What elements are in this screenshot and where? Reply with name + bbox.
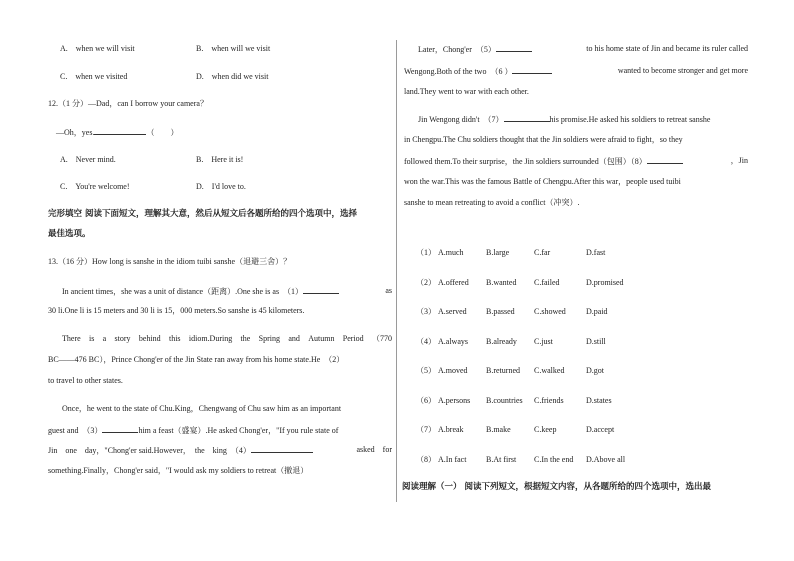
- p2-line1: There is a story behind this idiom.During the Spring and Autumn Period （770: [62, 334, 392, 343]
- p3-line2: guest and （3） him a feast（盛宴）.He asked Chong'er，"If you rule state of: [48, 426, 339, 435]
- choice-row-6: （6） A.persons B.countries C.friends D.states: [416, 396, 612, 405]
- p2-line3: to travel to other states.: [48, 376, 123, 385]
- choice-row-2: （2） A.offered B.wanted C.failed D.promised: [416, 278, 624, 287]
- p1-line2: 30 li.One li is 15 meters and 30 li is 15，000 meters.So sanshe is 45 kilometers.: [48, 306, 305, 315]
- choice-row-1: （1） A.much B.large C.far D.fast: [416, 248, 606, 257]
- choice-row-3: （3） A.served B.passed C.showed D.paid: [416, 307, 608, 316]
- reading-heading: 阅读理解（一） 阅读下列短文，根据短文内容，从各题所给的四个选项中，选出最: [402, 482, 711, 492]
- p4-line3: land.They went to war with each other.: [404, 87, 529, 96]
- p5-line2: in Chengpu.The Chu soldiers thought that the Jin soldiers were afraid to fight，so they: [404, 135, 683, 144]
- q12-option-b: B. Here it is!: [196, 155, 244, 164]
- p2-line2: BC——476 BC），Prince Chong'er of the Jin State ran away from his home state.He （2）: [48, 355, 345, 364]
- choice-row-4: （4） A.always B.already C.just D.still: [416, 337, 606, 346]
- p5-line4: won the war.This was the famous Battle of Chengpu.After this war，people used tuibi: [404, 177, 681, 186]
- q13-stem: 13.（16 分）How long is sanshe in the idiom tuibi sanshe（退避三舍）？: [48, 257, 292, 266]
- q12-option-d: D. I'd love to.: [196, 182, 246, 191]
- q12-option-c: C. You're welcome!: [60, 182, 130, 191]
- p3-line4: something.Finally，Chong'er said，"I would ask my soldiers to retreat（撤退）: [48, 466, 309, 475]
- p4-line2: Wengong.Both of the two （6 ） wanted to become stronger and get more: [404, 66, 748, 76]
- q12-reply: —Oh，yes. （ ）: [56, 128, 179, 137]
- p1-line1: In ancient times，she was a unit of distance（距离）.One she is as （1） as: [62, 286, 392, 296]
- choice-row-8: （8） A.In fact B.At first C.In the end D.Above all: [416, 455, 626, 464]
- p4-line1: Later，Chong'er （5） to his home state of Jin and became its ruler called: [418, 44, 748, 54]
- cloze-heading-line2: 最佳选项。: [48, 229, 91, 239]
- p5-line3: followed them.To their surprise，the Jin soldiers surrounded（包围）（8） ，Jin: [404, 156, 748, 166]
- q11-option-b: B. when will we visit: [196, 44, 271, 53]
- q12-option-a: A. Never mind.: [60, 155, 116, 164]
- column-divider: [396, 40, 397, 502]
- q12-stem: 12.（1 分）—Dad，can I borrow your camera？: [48, 99, 208, 108]
- p5-line1: Jin Wengong didn't （7） his promise.He asked his soldiers to retreat sanshe: [418, 115, 711, 124]
- p5-line5: sanshe to mean retreating to avoid a conflict（冲突）.: [404, 198, 580, 207]
- p3-line3: Jin one day，"Chong'er said.However， the king （4） asked for: [48, 445, 392, 455]
- choice-row-5: （5） A.moved B.returned C.walked D.got: [416, 366, 604, 375]
- q11-option-d: D. when did we visit: [196, 72, 269, 81]
- cloze-heading-line1: 完形填空 阅读下面短文，理解其大意，然后从短文后各题所给的四个选项中，选择: [48, 209, 357, 219]
- q11-option-c: C. when we visited: [60, 72, 128, 81]
- p3-line1: Once，he went to the state of Chu.King，Chengwang of Chu saw him as an important: [62, 404, 342, 413]
- q11-option-a: A. when we will visit: [60, 44, 135, 53]
- choice-row-7: （7） A.break B.make C.keep D.accept: [416, 425, 615, 434]
